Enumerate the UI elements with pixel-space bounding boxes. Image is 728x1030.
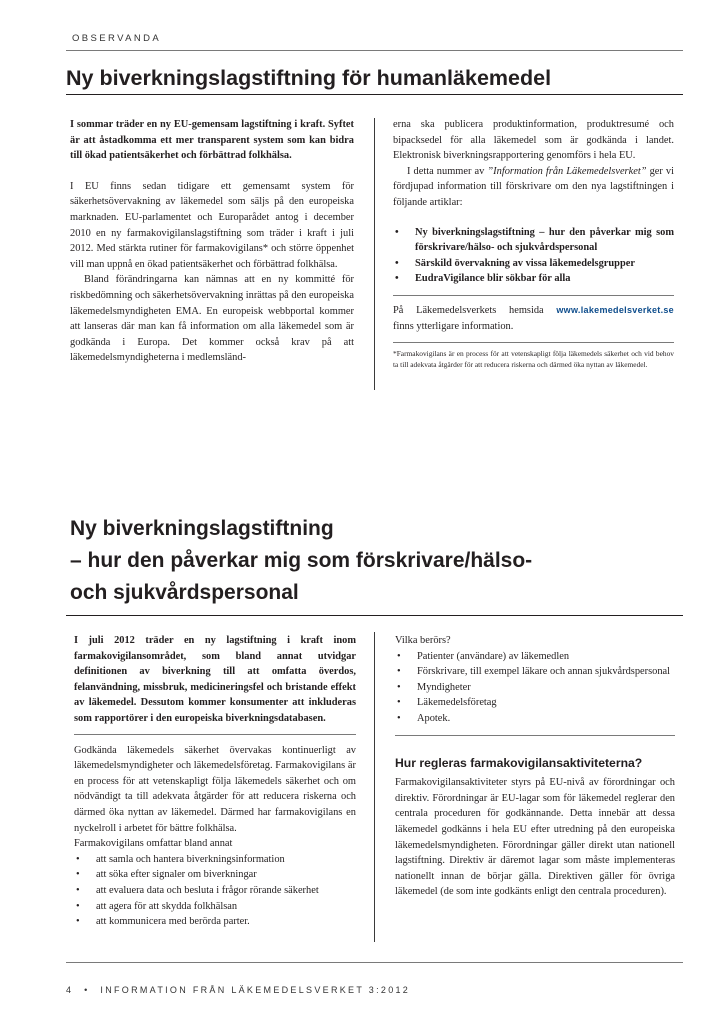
- list-item: • Apotek.: [395, 711, 675, 727]
- section-title-line: och sjukvårdspersonal: [70, 581, 299, 604]
- header-divider: [66, 50, 683, 51]
- affected-heading: Vilka berörs?: [395, 635, 451, 646]
- related-article-item: • Ny biverkningslagstiftning – hur den påverkar mig som förskrivare/hälso- och sjukvårdspersonal: [393, 225, 674, 256]
- list-item: • att agera för att skydda folkhälsan: [74, 899, 356, 915]
- list-item: • Förskrivare, till exempel läkare och annan sjukvårdspersonal: [395, 664, 675, 680]
- section-title-underline: [66, 615, 683, 616]
- article2-paragraph: Farmakovigilansaktiviteter styrs på EU-nivå av förordningar och direktiv. Förordningar är EU-lagar som för läkemedel reglerar den centrala proceduren för godkännande. Detta innebär att dessa läkemedel godkänns i hela EU efter utredning på den europeiska läkemedelsmyndigheten. Förordningar gäller direkt utan nationell lagstiftning. Direktiv är däremot lagar som måste implementeras nationellt innan de börjar gälla. Direktiven gäller för övriga läkemedel (de som inte godkänts enligt den centrala proceduren).: [395, 777, 675, 898]
- text: På Läkemedelsverkets hemsida: [393, 304, 544, 316]
- text: ger vi fördjupad information till förskrivare om den nya lagstiftningen i följande artiklar:: [393, 165, 674, 208]
- article1-left-column: [70, 117, 354, 366]
- publication-title: INFORMATION FRÅN LÄKEMEDELSVERKET 3:2012: [100, 985, 411, 995]
- list-divider: [395, 735, 675, 736]
- section-title-line: Ny biverkningslagstiftning: [70, 517, 334, 540]
- footnote-divider: [393, 342, 674, 343]
- article2-lead: I juli 2012 träder en ny lagstiftning i kraft inom farmakovigilansområdet, som bland annat utvidgar definitionen av biverkning till att omfatta överdos, felanvändning, missbruk, medicineringsfel och bristande effekt av läkemedel. Dessutom kommer konsumenter att inkluderas som rapportörer i den europeiska biverkningsdatabasen.: [74, 635, 356, 724]
- related-article-item: • Särskild övervakning av vissa läkemedelsgrupper: [393, 256, 674, 272]
- column-divider: [374, 632, 375, 942]
- article2-paragraph: Farmakovigilans omfattar bland annat: [74, 838, 233, 850]
- publication-name: ”Information från Läkemedelsverket”: [487, 165, 647, 177]
- article2-right-column: [395, 633, 675, 900]
- page-footer: [66, 985, 410, 995]
- article2-paragraph: Godkända läkemedels säkerhet övervakas kontinuerligt av läkemedelsmyndigheter och läkemedelsföretag. Farmakovigilans är en process för att vetenskapligt följa läkemedels säkerhet och om nödvändigt ta till adekvata åtgärder för att reducera riskerna och därmed öka nyttan av läkemedel. Därmed har farmakovigilans en nyckelroll i arbetet för bättre folkhälsa.: [74, 744, 356, 834]
- website-line-continued: finns ytterligare information.: [393, 320, 514, 332]
- list-item: • att kommunicera med berörda parter.: [74, 914, 356, 930]
- list-item: • Patienter (användare) av läkemedlen: [395, 649, 675, 665]
- list-item: • att evaluera data och besluta i frågor rörande säkerhet: [74, 883, 356, 899]
- article1-paragraph: Bland förändringarna kan nämnas att en ny kommitté för riskbedömning och säkerhetsövervakning inrättas på den europeiska läkemedelsmyndigheten EMA. En europeisk webbportal kommer att lanseras där man kan få information om alla läkemedel som är godkända i Europa. Det kommer också krav på att läkemedelsmyndigheterna i medlemsländ-: [70, 274, 354, 364]
- list-item: • att söka efter signaler om biverkningar: [74, 867, 356, 883]
- list-item: • Myndigheter: [395, 680, 675, 696]
- list-divider: [393, 295, 674, 296]
- article-title: Ny biverkningslagstiftning för humanläkemedel: [66, 66, 552, 90]
- section-label: OBSERVANDA: [72, 33, 162, 44]
- article1-paragraph: erna ska publicera produktinformation, produktresumé och bipacksedel för alla läkemedel som är godkända i landet. Elektronisk biverkningsrapportering genomförs i hela EU.: [393, 119, 674, 162]
- website-link[interactable]: www.lakemedelsverket.se: [556, 304, 674, 315]
- affected-list: [395, 649, 675, 727]
- related-articles-list: [393, 225, 674, 287]
- title-underline: [66, 94, 683, 95]
- section-title-line: – hur den påverkar mig som förskrivare/hälso-: [70, 549, 533, 572]
- article1-paragraph: I EU finns sedan tidigare ett gemensamt system för säkerhetsövervakning av läkemedel som säljs på den europeiska marknaden. EU-parlamentet och Europarådet antog i december 2010 en ny farmakovigilanslagstiftning som träder i kraft i juli 2012. Med stärkta rutiner för farmakovigilans* och större öppenhet vill man uppnå en ökad patientsäkerhet och förbättrad folkhälsa.: [70, 180, 354, 270]
- article2-left-column: [74, 633, 356, 930]
- article1-right-column: [393, 117, 674, 370]
- column-divider: [374, 118, 375, 390]
- bullet-separator: •: [84, 985, 90, 995]
- list-item: • att samla och hantera biverkningsinformation: [74, 852, 356, 868]
- page-number: 4: [66, 985, 74, 995]
- article1-lead: I sommar träder en ny EU-gemensam lagstiftning i kraft. Syftet är att åstadkomma ett mer transparent system som kan bidra till ökad patientsäkerhet och förbättrad folkhälsa.: [70, 119, 354, 162]
- website-line: [393, 303, 674, 319]
- subheading: Hur regleras farmakovigilansaktiviteterna?: [395, 755, 643, 770]
- list-item: • Läkemedelsföretag: [395, 695, 675, 711]
- lead-divider: [74, 734, 356, 735]
- footer-divider: [66, 962, 683, 963]
- pharmacovigilance-list: [74, 852, 356, 930]
- related-article-item: • EudraVigilance blir sökbar för alla: [393, 271, 674, 287]
- section-title: [70, 513, 532, 609]
- text: I detta nummer av: [407, 165, 488, 177]
- footnote: *Farmakovigilans är en process för att vetenskapligt följa läkemedels säkerhet och vid behov ta till adekvata åtgärder för att reducera riskerna och därmed öka nyttan av läkemedel.: [393, 349, 674, 369]
- article1-paragraph: [393, 164, 674, 211]
